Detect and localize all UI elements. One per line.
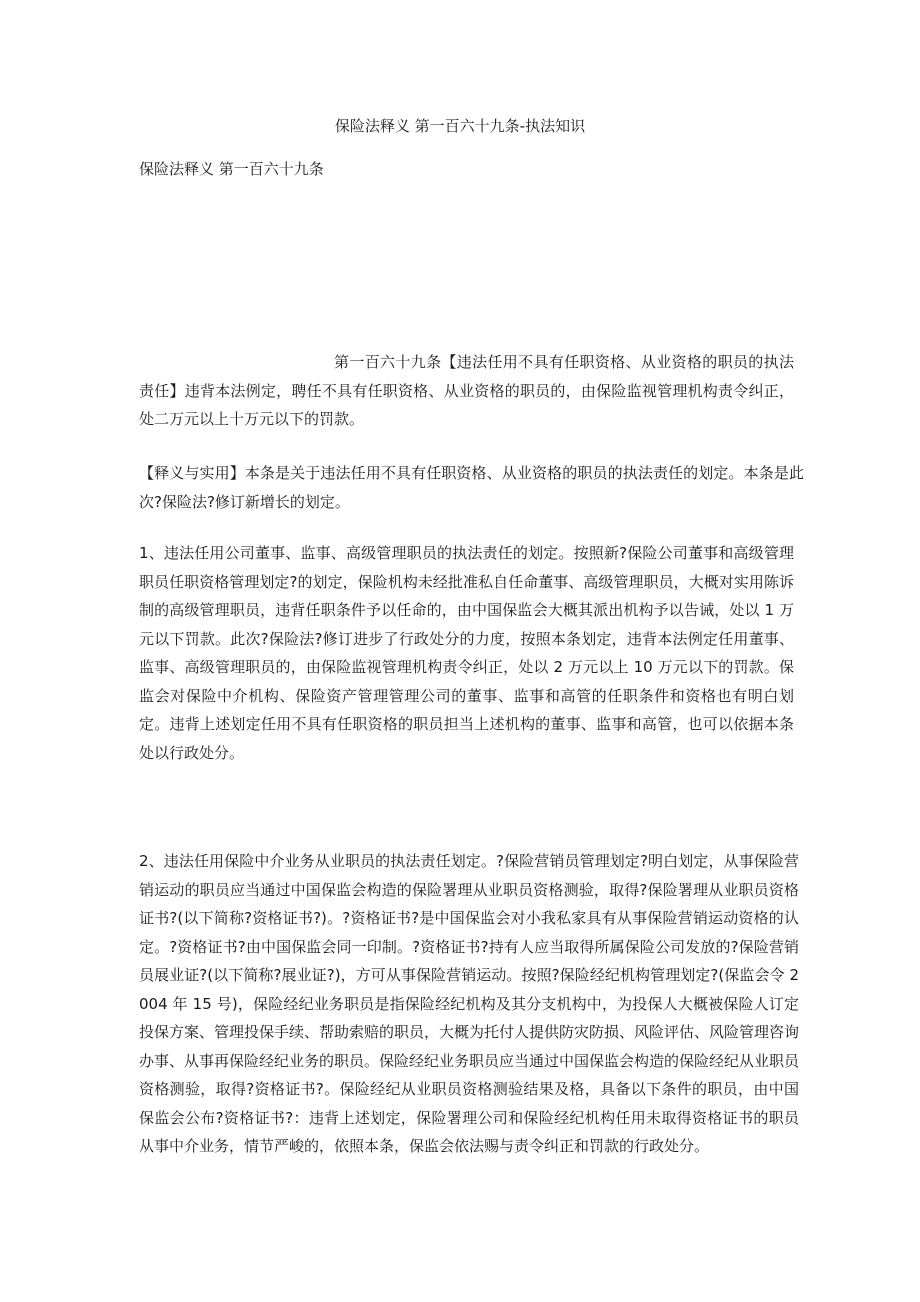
point-2-paragraph: 2、违法任用保险中介业务从业职员的执法责任划定。?保险营销员管理划定?明白划定，从事保险营销运动的职员应当通过中国保监会构造的保险署理从业职员资格测验，取得?保险署理从业职员资格证书?(以下简称?资格证书?)。?资格证书?是中国保监会对小我私家具有从事保险营销运动资格的认定。?资格证书?由中国保监会同一印制。?资格证书?持有人应当取得所属保险公司发放的?保险营销员展业证?(以下简称?展业证?)，方可从事保险营销运动。按照?保险经纪机构管理划定?(保监会令 2004 年 15 号)，保险经纪业务职员是指保险经纪机构及其分支机构中，为投保人大概被保险人订定投保方案、管理投保手续、帮助索赔的职员，大概为托付人提供防灾防损、风险评估、风险管理咨询办事、从事再保险经纪业务的职员。保险经纪业务职员应当通过中国保监会构造的保险经纪从业职员资格测验，取得?资格证书?。保险经纪从业职员资格测验结果及格，具备以下条件的职员，由中国保监会公布?资格证书?：违背上述划定，保险署理公司和保险经纪机构任用未取得资格证书的职员从事中介业务，情节严峻的，依照本条，保监会依法赐与责令纠正和罚款的行政处分。: [139, 852, 800, 1155]
document-title: 保险法释义 第一百六十九条-执法知识: [334, 117, 586, 135]
point-1-paragraph: 1、违法任用公司董事、监事、高级管理职员的执法责任的划定。按照新?保险公司董事和高级管理职员任职资格管理划定?的划定，保险机构未经批准私自任命董事、高级管理职员，大概对实用陈诉制的高级管理职员，违背任职条件予以任命的，由中国保监会大概其派出机构予以告诫，处以 1 万元以下罚款。此次?保险法?修订进步了行政处分的力度，按照本条划定，违背本法例定任用董事、监事、高级管理职员的，由保险监视管理机构责令纠正，处以 2 万元以上 10 万元以下的罚款。保监会对保险中介机构、保险资产管理管理公司的董事、监事和高管的任职条件和资格也有明白划定。违背上述划定任用不具有任职资格的职员担当上述机构的董事、监事和高管，也可以依据本条处以行政处分。: [139, 544, 794, 762]
article-paragraph: 第一百六十九条【违法任用不具有任职资格、从业资格的职员的执法责任】违背本法例定，聘任不具有任职资格、从业资格的职员的，由保险监视管理机构责令纠正，处二万元以上十万元以下的罚款。: [139, 353, 794, 428]
document-subtitle: 保险法释义 第一百六十九条: [139, 160, 324, 178]
commentary-paragraph: 【释义与实用】本条是关于违法任用不具有任职资格、从业资格的职员的执法责任的划定。本条是此次?保险法?修订新增长的划定。: [139, 464, 804, 511]
